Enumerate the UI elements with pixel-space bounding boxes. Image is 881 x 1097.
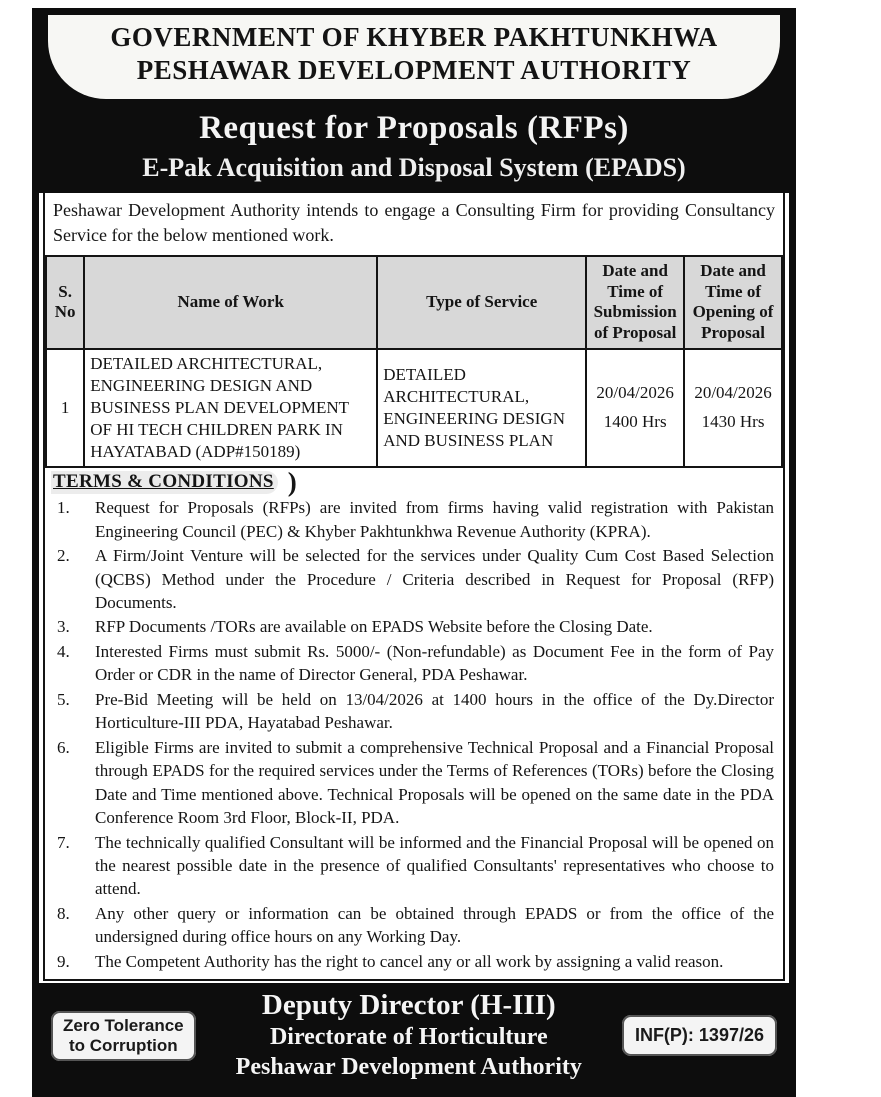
term-text: RFP Documents /TORs are available on EPADS Website before the Closing Date. (95, 617, 653, 637)
tender-notice-document (32, 8, 796, 1097)
header-band (39, 15, 789, 193)
submission-date: 20/04/2026 (596, 383, 674, 403)
term-text: A Firm/Joint Venture will be selected for the services under Quality Cum Cost Based Selection (QCBS) Method under the Procedure / Criteria described in Request for Proposal (RFP) Documents. (95, 546, 774, 613)
term-text: Eligible Firms are invited to submit a comprehensive Technical Proposal and a Financial Proposal through EPADS for the required services under the Terms of References (TORs) before the Closing Date and Time mentioned above. Technical Proposals will be opened on the same date in the PDA Conference Room 3rd Floor, Block-II, PDA. (95, 737, 774, 828)
terms-section (45, 468, 783, 979)
term-item (51, 544, 774, 614)
opening-time: 1430 Hrs (701, 411, 765, 431)
term-number: 3. (57, 617, 70, 637)
term-item (51, 902, 774, 949)
cell-submission-datetime (586, 349, 684, 467)
government-name: GOVERNMENT OF KHYBER PAKHTUNKHWA (110, 22, 718, 52)
term-number: 6. (57, 737, 70, 757)
intro-paragraph: Peshawar Development Authority intends to engage a Consulting Firm for providing Consultancy Service for the below mentioned work. (53, 199, 775, 246)
notice-title: Request for Proposals (RFPs) (199, 109, 629, 146)
term-text: Interested Firms must submit Rs. 5000/- (Non-refundable) as Document Fee in the form of Pay Order or CDR in the name of Director General, PDA Peshawar. (95, 641, 774, 685)
signatory-block (196, 990, 622, 1081)
opening-date: 20/04/2026 (694, 383, 772, 403)
header-opening: Date and Time of Opening of Proposal (684, 256, 782, 349)
term-number: 9. (57, 951, 70, 971)
terms-heading: TERMS & CONDITIONS (51, 471, 278, 494)
term-number: 5. (57, 689, 70, 709)
term-item (51, 688, 774, 735)
table-header-row (46, 256, 782, 349)
table-row (46, 349, 782, 467)
term-item (51, 496, 774, 543)
cell-sno: 1 (46, 349, 84, 467)
signatory-directorate: Directorate of Horticulture (269, 1024, 548, 1051)
term-item (51, 736, 774, 830)
term-number: 2. (57, 546, 70, 566)
term-text: Pre-Bid Meeting will be held on 13/04/2026 at 1400 hours in the office of the Dy.Director Horticulture-III PDA, Hayatabad Peshawar. (95, 689, 774, 733)
header-name-of-work: Name of Work (84, 256, 377, 349)
notice-subtitle: E-Pak Acquisition and Disposal System (EPADS) (142, 152, 686, 182)
signatory-authority: Peshawar Development Authority (235, 1053, 582, 1080)
term-text: The technically qualified Consultant will be informed and the Financial Proposal will be opened on the nearest possible date in the presence of qualified Consultants' representatives who choose to attend. (95, 832, 774, 899)
cell-name-of-work: DETAILED ARCHITECTURAL, ENGINEERING DESIGN AND BUSINESS PLAN DEVELOPMENT OF HI TECH CHILDREN PARK IN HAYATABAD (ADP#150189) (84, 349, 377, 467)
term-item (51, 950, 774, 973)
term-number: 8. (57, 903, 70, 923)
term-item (51, 831, 774, 901)
work-table (45, 255, 783, 468)
terms-heading-row (51, 466, 774, 497)
term-number: 7. (57, 832, 70, 852)
submission-time: 1400 Hrs (603, 411, 667, 431)
cell-opening-datetime (684, 349, 782, 467)
term-item (51, 640, 774, 687)
content-area (43, 193, 785, 982)
work-table-body (46, 349, 782, 467)
zero-tolerance-badge (51, 1011, 196, 1061)
term-text: Any other query or information can be obtained through EPADS or from the office of the undersigned during office hours on any Working Day. (95, 903, 774, 947)
term-item (51, 615, 774, 638)
zero-tolerance-line2: to Corruption (69, 1035, 178, 1055)
term-number: 1. (57, 498, 70, 518)
header-sno: S. No (46, 256, 84, 349)
authority-name: PESHAWAR DEVELOPMENT AUTHORITY (136, 54, 692, 85)
inf-number-badge: INF(P): 1397/26 (622, 1015, 777, 1056)
term-number: 4. (57, 641, 70, 661)
government-header-box (48, 15, 780, 99)
term-text: The Competent Authority has the right to cancel any or all work by assigning a valid reason. (95, 951, 724, 971)
header-type-of-service: Type of Service (377, 256, 586, 349)
footer-band (39, 983, 789, 1090)
bracket-mark: ) (287, 466, 297, 497)
zero-tolerance-line1: Zero Tolerance (63, 1015, 184, 1035)
term-text: Request for Proposals (RFPs) are invited from firms having valid registration with Pakistan Engineering Council (PEC) & Khyber Pakhtunkhwa Revenue Authority (KPRA). (95, 498, 774, 541)
cell-type-of-service: DETAILED ARCHITECTURAL, ENGINEERING DESIGN AND BUSINESS PLAN (377, 349, 586, 467)
work-table-header (46, 256, 782, 349)
signatory-title: Deputy Director (H-III) (261, 989, 556, 1022)
header-submission: Date and Time of Submission of Proposal (586, 256, 684, 349)
